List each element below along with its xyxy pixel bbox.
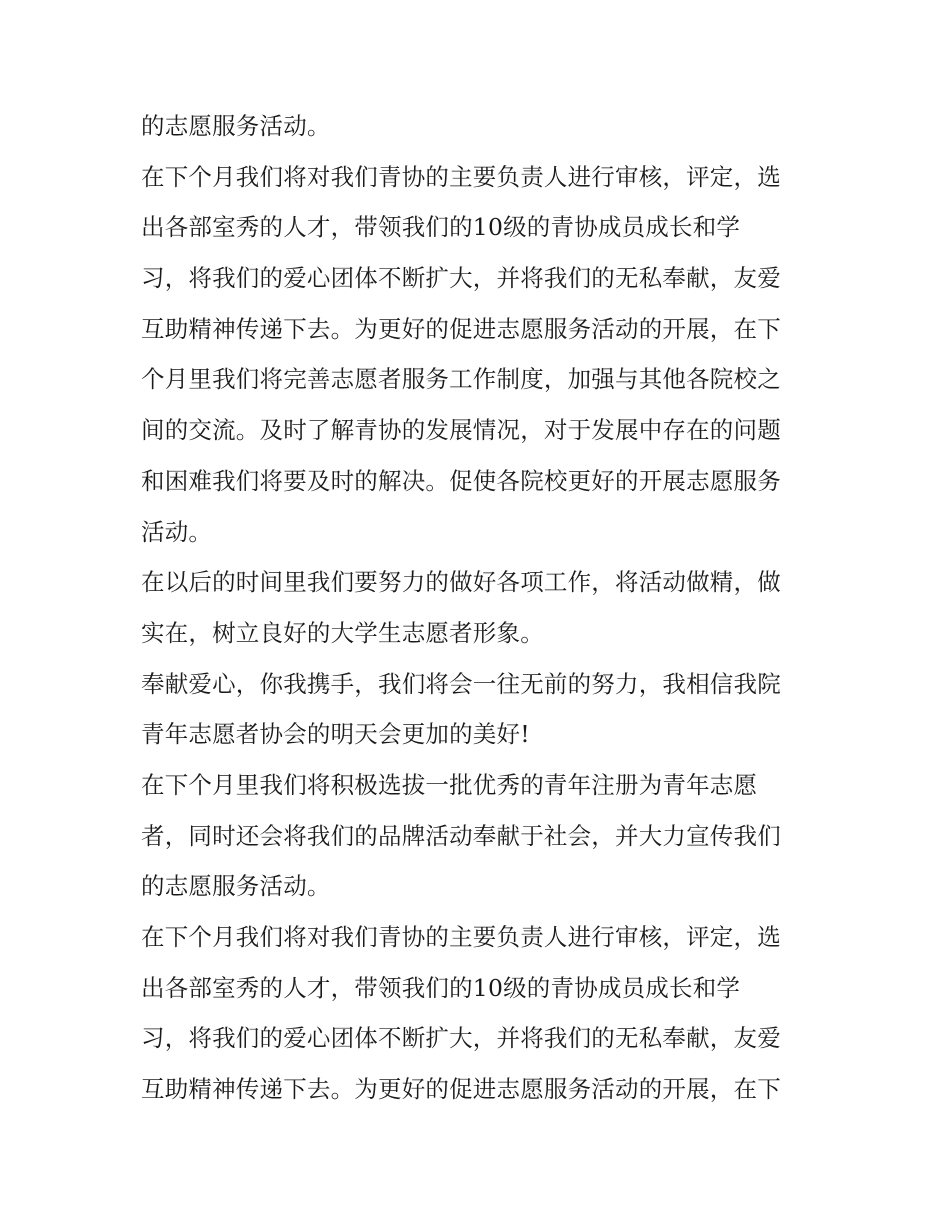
text-line: 者，同时还会将我们的品牌活动奉献于社会，并大力宣传我们 bbox=[141, 821, 781, 850]
text-line: 出各部室秀的人才，带领我们的10级的青协成员成长和学 bbox=[141, 973, 741, 1002]
text-line: 活动。 bbox=[141, 517, 213, 546]
text-line: 青年志愿者协会的明天会更加的美好! bbox=[141, 720, 530, 749]
document-body bbox=[141, 101, 821, 1115]
text-line: 在以后的时间里我们要努力的做好各项工作，将活动做精，做 bbox=[141, 568, 781, 597]
text-line: 在下个月里我们将积极选拔一批优秀的青年注册为青年志愿 bbox=[141, 770, 758, 799]
text-line: 实在，树立良好的大学生志愿者形象。 bbox=[141, 618, 544, 647]
text-line: 习，将我们的爱心团体不断扩大，并将我们的无私奉献，友爱 bbox=[141, 264, 781, 293]
text-line: 出各部室秀的人才，带领我们的10级的青协成员成长和学 bbox=[141, 213, 741, 242]
text-line: 互助精神传递下去。为更好的促进志愿服务活动的开展，在下 bbox=[141, 1075, 781, 1104]
text-line: 习，将我们的爱心团体不断扩大，并将我们的无私奉献，友爱 bbox=[141, 1024, 781, 1053]
text-line: 和困难我们将要及时的解决。促使各院校更好的开展志愿服务 bbox=[141, 466, 781, 495]
text-line: 在下个月我们将对我们青协的主要负责人进行审核，评定，选 bbox=[141, 923, 781, 951]
text-line: 的志愿服务活动。 bbox=[141, 872, 331, 901]
text-line: 间的交流。及时了解青协的发展情况，对于发展中存在的问题 bbox=[141, 416, 781, 445]
text-line: 在下个月我们将对我们青协的主要负责人进行审核，评定，选 bbox=[141, 162, 781, 191]
text-line: 个月里我们将完善志愿者服务工作制度，加强与其他各院校之 bbox=[141, 365, 781, 394]
text-line: 的志愿服务活动。 bbox=[141, 112, 331, 140]
text-line: 互助精神传递下去。为更好的促进志愿服务活动的开展，在下 bbox=[141, 314, 781, 343]
text-line: 奉献爱心，你我携手，我们将会一往无前的努力，我相信我院 bbox=[141, 669, 781, 698]
